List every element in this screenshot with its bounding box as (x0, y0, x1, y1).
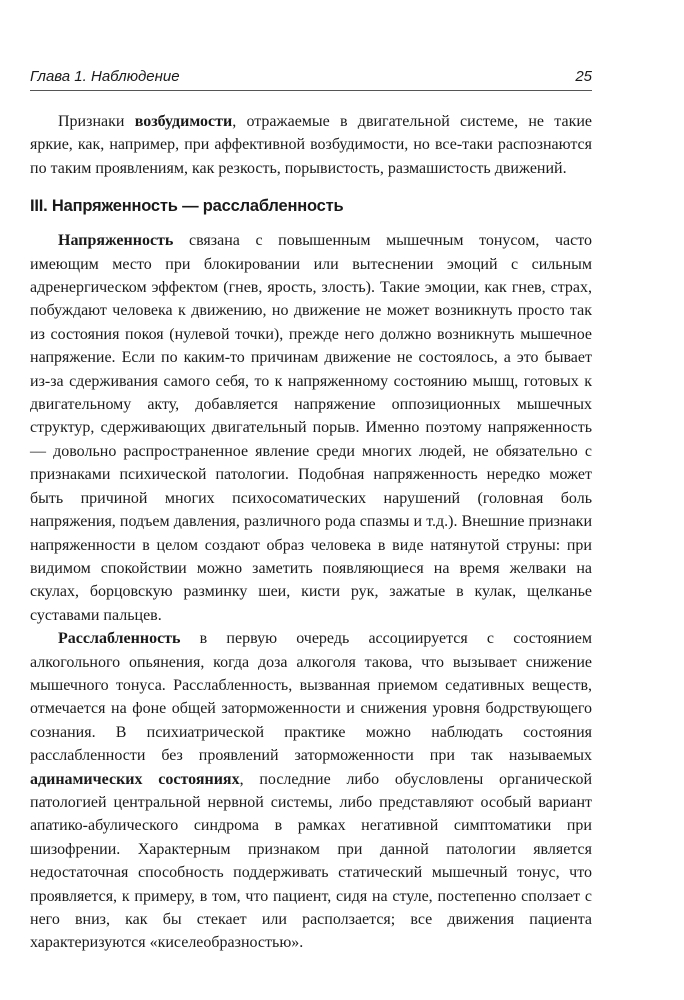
section-heading: III. Напряженность — расслабленность (30, 197, 344, 216)
paragraph-text: , отражаемые в двигательной системе, не такие яркие, как, например, при аффективной возбудимости, но все-таки распознаются по таким проявлениям, как резкость, порывистость, размашистость движений. (30, 113, 593, 177)
paragraph-text: Признаки (58, 113, 135, 130)
term-relaxation: Расслабленность (58, 630, 181, 648)
paragraph-text: связана с повышенным мышечным тонусом, часто имеющим место при блокировании или вытеснении эмоций с сильным адренергическом эффектом (гнев, ярость, злость). Такие эмоции, как гнев, страх, побуждают человека к движению, но движение не может возникнуть просто так из состояния покоя (нулевой точки), прежде него должно возникнуть мышечное напряжение. Если по каким-то причинам движение не состоялось, а это бывает из-за сдерживания самого себя, то к напряженному состоянию мышц, готовых к двигательному акту, добавляется напряжение оппозиционных мышечных структур, сдерживающих двигательный порыв. Именно поэтому напряженность — довольно распространенное явление среди многих людей, не обязательно с признаками психической патологии. Подобная напряженность нередко может быть причиной многих психосоматических нарушений (головная боль напряжения, подъем давления, различного рода спазмы и т.д.). Внешние признаки напряженности в целом создают образ человека в виде натянутой струны: при видимом спокойствии можно заметить появляющиеся на время желваки на скулах, борцовскую разминку шеи, кисти рук, зажатые в кулак, щелканье суставами пальцев. (30, 232, 592, 624)
page-number: 25 (575, 68, 592, 85)
term-adynamic-states: адинамических состояниях (30, 770, 240, 788)
paragraph-text: в первую очередь ассоциируется с состоянием алкогольного опьянения, когда доза алкоголя такова, что вызывает снижение мышечного тонуса. Расслабленность, вызванная приемом седативных веществ, отмечается на фоне общей заторможенности и снижения уровня бодрствующего сознания. В психиатрической практике можно наблюдать состояния расслабленности без проявлений заторможенности при так называемых (30, 630, 592, 765)
paragraph-text: , последние либо обусловлены органической патологией центральной нервной системы, либо представляют особый вариант апатико-абулического синдрома в рамках негативной симптоматики при шизофрении. Характерным признаком при данной патологии является недостаточная способность поддерживать статический мышечный тонус, что проявляется, к примеру, в том, что пациент, сидя на стуле, постепенно сползает с него вниз, как бы стекает или расползается; все движения пациента характеризуются «киселеобразностью». (30, 770, 593, 952)
body-text (30, 110, 592, 955)
paragraph-excitability (30, 110, 592, 180)
chapter-title: Глава 1. Наблюдение (30, 68, 180, 85)
term-tension: Напряженность (58, 232, 174, 250)
paragraph-tension (30, 229, 592, 627)
paragraph-relaxation (30, 627, 592, 955)
term-excitability: возбудимости (134, 113, 233, 130)
running-header (30, 68, 592, 91)
